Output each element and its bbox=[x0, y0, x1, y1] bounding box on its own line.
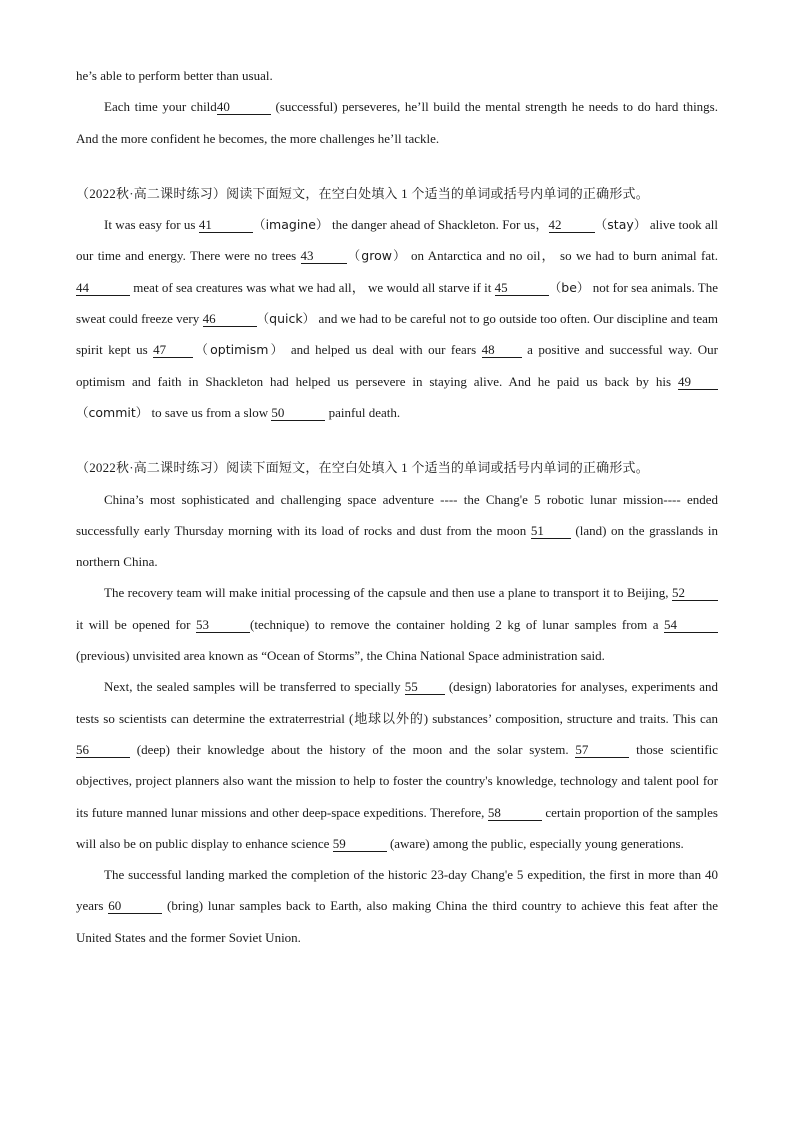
text: (aware) among the public, especially young generations. bbox=[386, 835, 684, 851]
text: painful death. bbox=[325, 404, 401, 420]
section-header-2: （2022秋·高二课时练习）阅读下面短文，在空白处填入 1 个适当的单词或括号内单词的正确形式。 bbox=[76, 460, 649, 476]
section-header-1: （2022秋·高二课时练习）阅读下面短文，在空白处填入 1 个适当的单词或括号内单词的正确形式。 bbox=[76, 185, 649, 201]
text: meat of sea creatures was what we had all， we would all starve if it bbox=[130, 279, 495, 295]
text: on Antarctica and no oil， so we had to burn animal fat. bbox=[406, 248, 718, 264]
passage-shackleton bbox=[76, 209, 718, 428]
blank-52[interactable]: 52 bbox=[672, 586, 718, 601]
text: (design) laboratories for analyses, experiments and tests so scientists can determine the extraterrestrial (地球以外的) substances’ composition, structure and traits. This can bbox=[76, 679, 718, 726]
text: (land) on the grasslands in northern China. bbox=[76, 522, 719, 570]
blank-53[interactable]: 53 bbox=[196, 618, 250, 633]
passage-change5-p4 bbox=[76, 859, 718, 953]
blank-43[interactable]: 43 bbox=[301, 249, 347, 264]
text: alive took all our time and energy. There were no trees bbox=[76, 217, 718, 264]
text: the danger ahead of Shackleton. For us， bbox=[328, 217, 549, 233]
blank-60[interactable]: 60 bbox=[108, 899, 162, 914]
hint-46: （quick） bbox=[256, 311, 316, 327]
text: It was easy for us bbox=[104, 217, 199, 233]
text: and we had to be careful not to go outside too often. Our discipline and team spirit kept us bbox=[76, 311, 718, 358]
blank-56[interactable]: 56 bbox=[76, 743, 130, 758]
text: (technique) to remove the container holding 2 kg of lunar samples from a bbox=[250, 616, 664, 632]
blank-50[interactable]: 50 bbox=[271, 406, 325, 421]
text: The recovery team will make initial processing of the capsule and then use a plane to transport it to Beijing, bbox=[104, 585, 672, 601]
text: certain proportion of the samples will also be on public display to enhance science bbox=[76, 804, 718, 851]
text: it will be opened for bbox=[76, 616, 197, 632]
hint-43: （grow） bbox=[346, 248, 407, 264]
blank-44[interactable]: 44 bbox=[76, 281, 130, 296]
blank-51[interactable]: 51 bbox=[531, 524, 571, 539]
text: (bring) lunar samples back to Earth, also making China the third country to achieve this feat after the United States and the former Soviet Union. bbox=[76, 898, 718, 945]
text: (successful) perseveres, he’ll build the mental strength he needs to do hard things. And the more confident he becomes, the more challenges he’ll tackle. bbox=[76, 99, 718, 146]
text: (deep) their knowledge about the history of the moon and the solar system. bbox=[130, 741, 576, 757]
hint-47: （optimism） bbox=[193, 342, 286, 358]
blank-55[interactable]: 55 bbox=[405, 680, 445, 695]
text: (previous) unvisited area known as “Ocean of Storms”, the China National Space administration said. bbox=[76, 648, 605, 664]
hint-45: （be） bbox=[548, 279, 590, 295]
blank-41[interactable]: 41 bbox=[199, 218, 253, 233]
passage-change5-p3 bbox=[76, 671, 718, 859]
text: a positive and successful way. Our optimism and faith in Shackleton had helped us persevere in staying alive. And he paid us back by his bbox=[76, 342, 719, 389]
blank-46[interactable]: 46 bbox=[203, 312, 257, 327]
text: to save us from a slow bbox=[148, 404, 272, 420]
hint-49: （commit） bbox=[76, 404, 149, 420]
document-page bbox=[76, 60, 718, 953]
text: and helped us deal with our fears bbox=[285, 342, 482, 358]
hint-42: （stay） bbox=[594, 217, 647, 233]
passage-change5-p2 bbox=[76, 577, 718, 671]
blank-45[interactable]: 45 bbox=[495, 281, 549, 296]
passage-change5-p1 bbox=[76, 484, 718, 578]
blank-40[interactable]: 40 bbox=[217, 100, 271, 115]
paragraph-continuation: he’s able to perform better than usual. bbox=[76, 68, 273, 83]
text: The successful landing marked the completion of the historic 23-day Chang'e 5 expedition, the first in more than 40 years bbox=[76, 867, 718, 914]
paragraph-40 bbox=[76, 91, 718, 154]
hint-41: （imagine） bbox=[252, 217, 329, 233]
blank-57[interactable]: 57 bbox=[575, 743, 629, 758]
text: those scientific objectives, project planners also want the mission to help to foster the country's knowledge, technology and talent pool for its future manned lunar missions and other deep-space expeditions. Therefore, bbox=[76, 741, 718, 820]
blank-58[interactable]: 58 bbox=[488, 806, 542, 821]
text: Each time your child bbox=[104, 99, 217, 115]
text: China’s most sophisticated and challenging space adventure ---- the Chang'e 5 robotic lunar mission---- ended successfully early Thursday morning with its load of rocks and dust from the moon bbox=[76, 491, 718, 538]
text: not for sea animals. The sweat could freeze very bbox=[76, 279, 718, 327]
blank-47[interactable]: 47 bbox=[153, 343, 193, 358]
blank-48[interactable]: 48 bbox=[482, 343, 522, 358]
blank-49[interactable]: 49 bbox=[678, 375, 718, 390]
blank-42[interactable]: 42 bbox=[549, 218, 595, 233]
text: Next, the sealed samples will be transferred to specially bbox=[104, 679, 405, 695]
blank-54[interactable]: 54 bbox=[664, 618, 718, 633]
blank-59[interactable]: 59 bbox=[333, 837, 387, 852]
